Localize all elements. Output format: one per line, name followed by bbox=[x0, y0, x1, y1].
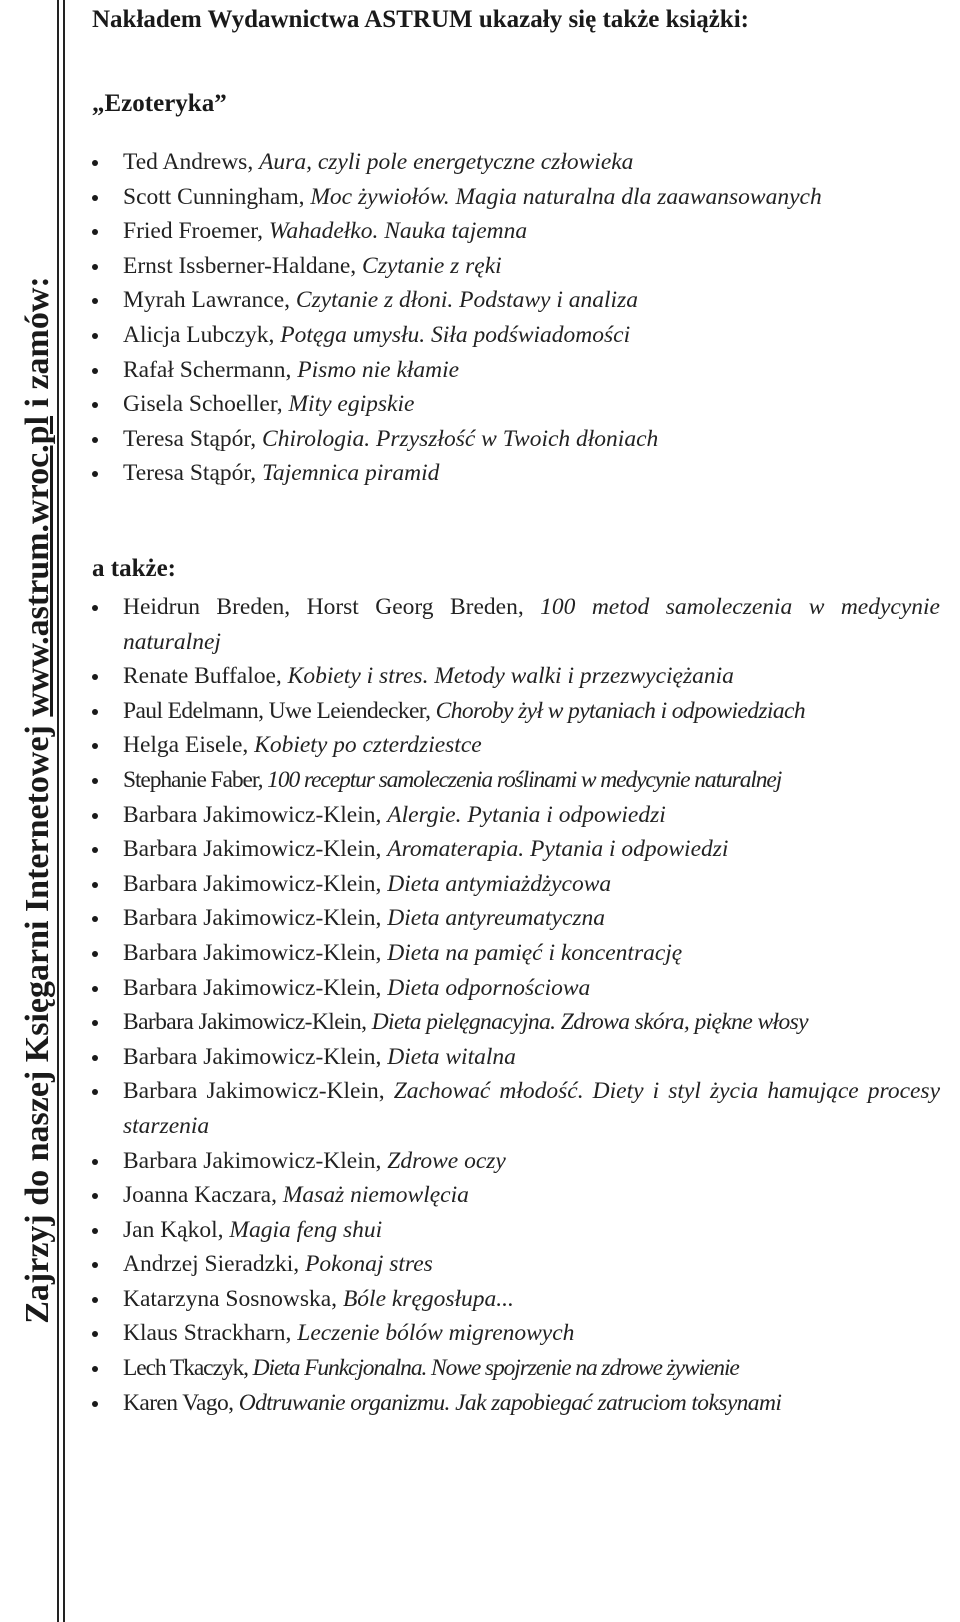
list-item bbox=[92, 1213, 940, 1248]
book-author: Scott Cunningham, bbox=[123, 183, 311, 210]
list-item bbox=[92, 353, 940, 388]
book-author: Klaus Strackharn, bbox=[123, 1320, 298, 1347]
book-title: 100 receptur samoleczenia roślinami w medycynie naturalnej bbox=[267, 766, 782, 793]
book-author: Joanna Kaczara, bbox=[123, 1182, 283, 1209]
book-author: Fried Froemer, bbox=[123, 218, 269, 245]
book-author: Myrah Lawrance, bbox=[123, 287, 296, 314]
list-item bbox=[92, 832, 940, 867]
book-author: Ted Andrews, bbox=[123, 149, 260, 175]
book-author: Paul Edelmann, Uwe Leiendecker, bbox=[123, 697, 436, 724]
book-title: Zdrowe oczy bbox=[387, 1147, 506, 1174]
book-author: Renate Buffaloe, bbox=[123, 663, 288, 690]
list-item bbox=[92, 590, 940, 659]
list-item bbox=[92, 867, 940, 902]
book-list-also bbox=[92, 590, 940, 1420]
list-item bbox=[92, 936, 940, 971]
vertical-rule-inner bbox=[63, 0, 65, 1622]
book-title: Leczenie bólów migrenowych bbox=[297, 1320, 575, 1347]
book-title: Tajemnica piramid bbox=[262, 460, 440, 487]
list-item bbox=[92, 1040, 940, 1075]
list-item bbox=[92, 1247, 940, 1282]
book-author: Teresa Stąpór, bbox=[123, 425, 263, 452]
book-author: Barbara Jakimowicz-Klein, bbox=[123, 836, 388, 863]
book-author: Helga Eisele, bbox=[123, 732, 255, 759]
book-author: Alicja Lubczyk, bbox=[123, 321, 281, 348]
book-title: Magia feng shui bbox=[229, 1216, 383, 1243]
list-item bbox=[92, 798, 940, 833]
book-title: Moc żywiołów. Magia naturalna dla zaawansowanych bbox=[310, 183, 822, 210]
book-title: Dieta Funkcjonalna. Nowe spojrzenie na zdrowe żywienie bbox=[252, 1355, 739, 1382]
list-item bbox=[92, 1282, 940, 1317]
book-author: Barbara Jakimowicz-Klein, bbox=[123, 905, 388, 932]
book-title: Kobiety i stres. Metody walki i przezwyciężania bbox=[287, 663, 734, 690]
book-title: Alergie. Pytania i odpowiedzi bbox=[387, 801, 666, 828]
page-heading: Nakładem Wydawnictwa ASTRUM ukazały się także książki: bbox=[92, 6, 749, 33]
list-item bbox=[92, 387, 940, 422]
book-author: Barbara Jakimowicz-Klein, bbox=[123, 1147, 388, 1174]
book-author: Barbara Jakimowicz-Klein, bbox=[123, 1009, 372, 1036]
book-title: Dieta antymiażdżycowa bbox=[387, 870, 612, 897]
book-author: Teresa Stąpór, bbox=[123, 460, 263, 487]
list-item bbox=[92, 456, 940, 491]
list-item bbox=[92, 283, 940, 318]
list-item bbox=[92, 214, 940, 249]
book-author: Karen Vago, bbox=[123, 1389, 239, 1416]
book-author: Barbara Jakimowicz-Klein, bbox=[123, 870, 388, 897]
book-author: Barbara Jakimowicz-Klein, bbox=[123, 1043, 388, 1070]
book-title: Bóle kręgosłupa... bbox=[342, 1285, 514, 1312]
list-item bbox=[92, 1178, 940, 1213]
list-item bbox=[92, 763, 940, 798]
book-title: Kobiety po czterdziestce bbox=[254, 732, 482, 759]
book-author: Rafał Schermann, bbox=[123, 356, 298, 383]
book-title: Aromaterapia. Pytania i odpowiedzi bbox=[387, 836, 729, 863]
book-title: Czytanie z ręki bbox=[362, 252, 502, 279]
book-title: Wahadełko. Nauka tajemna bbox=[268, 218, 528, 245]
list-item bbox=[92, 1074, 940, 1143]
book-title: 100 metod samoleczenia w medycynie naturalnej bbox=[123, 594, 940, 655]
section-title-esoterics: „Ezoteryka” bbox=[92, 90, 227, 117]
book-author: Andrzej Sieradzki, bbox=[123, 1251, 306, 1278]
book-author: Barbara Jakimowicz-Klein, bbox=[123, 939, 388, 966]
book-title: Dieta odpornościowa bbox=[387, 974, 591, 1001]
book-title: Chirologia. Przyszłość w Twoich dłoniach bbox=[262, 425, 659, 452]
book-title: Dieta antyreumatyczna bbox=[387, 905, 606, 932]
sidebar-banner bbox=[0, 0, 72, 1622]
list-item bbox=[92, 422, 940, 457]
book-author: Gisela Schoeller, bbox=[123, 391, 289, 418]
list-item bbox=[92, 1386, 940, 1421]
list-item bbox=[92, 180, 940, 215]
list-item bbox=[92, 1144, 940, 1179]
book-list-esoterics bbox=[92, 145, 940, 491]
book-author: Stephanie Faber, bbox=[123, 766, 268, 793]
list-item bbox=[92, 659, 940, 694]
sidebar-suffix: i zamów: bbox=[19, 276, 56, 416]
list-item bbox=[92, 1316, 940, 1351]
list-item bbox=[92, 1351, 940, 1386]
book-title: Czytanie z dłoni. Podstawy i analiza bbox=[295, 287, 638, 314]
vertical-rule-outer bbox=[57, 0, 59, 1622]
bookstore-link[interactable]: www.astrum.wroc.pl bbox=[19, 415, 56, 717]
book-author: Heidrun Breden, Horst Georg Breden, bbox=[123, 594, 541, 620]
book-author: Jan Kąkol, bbox=[123, 1216, 230, 1243]
book-title: Dieta witalna bbox=[387, 1043, 516, 1070]
book-title: Aura, czyli pole energetyczne człowieka bbox=[259, 149, 634, 175]
book-title: Masaż niemowlęcia bbox=[282, 1182, 469, 1209]
book-title: Potęga umysłu. Siła podświadomości bbox=[280, 321, 631, 348]
list-item bbox=[92, 1005, 940, 1040]
book-title: Pokonaj stres bbox=[305, 1251, 433, 1278]
list-item bbox=[92, 901, 940, 936]
book-title: Pismo nie kłamie bbox=[297, 356, 460, 383]
sidebar-banner-text bbox=[19, 276, 57, 1324]
list-item bbox=[92, 145, 940, 180]
section-title-also: a także: bbox=[92, 555, 176, 582]
list-item bbox=[92, 728, 940, 763]
sidebar-prefix: Zajrzyj do naszej Księgarni Internetowej bbox=[19, 716, 56, 1324]
list-item bbox=[92, 318, 940, 353]
book-author: Barbara Jakimowicz-Klein, bbox=[123, 974, 388, 1001]
book-author: Barbara Jakimowicz-Klein, bbox=[123, 1078, 394, 1105]
book-author: Ernst Issberner-Haldane, bbox=[123, 252, 363, 279]
list-item bbox=[92, 694, 940, 729]
book-author: Katarzyna Sosnowska, bbox=[123, 1285, 343, 1312]
list-item bbox=[92, 249, 940, 284]
book-author: Barbara Jakimowicz-Klein, bbox=[123, 801, 388, 828]
book-title: Mity egipskie bbox=[288, 391, 415, 418]
book-author: Lech Tkaczyk, bbox=[123, 1355, 253, 1382]
book-title: Zachować młodość. Diety i styl życia hamujące procesy starzenia bbox=[123, 1078, 941, 1139]
book-title: Choroby żył w pytaniach i odpowiedziach bbox=[435, 697, 805, 724]
book-title: Dieta na pamięć i koncentrację bbox=[387, 939, 683, 966]
book-title: Odtruwanie organizmu. Jak zapobiegać zatruciom toksynami bbox=[238, 1389, 782, 1416]
book-title: Dieta pielęgnacyjna. Zdrowa skóra, piękne włosy bbox=[371, 1009, 808, 1036]
list-item bbox=[92, 971, 940, 1006]
